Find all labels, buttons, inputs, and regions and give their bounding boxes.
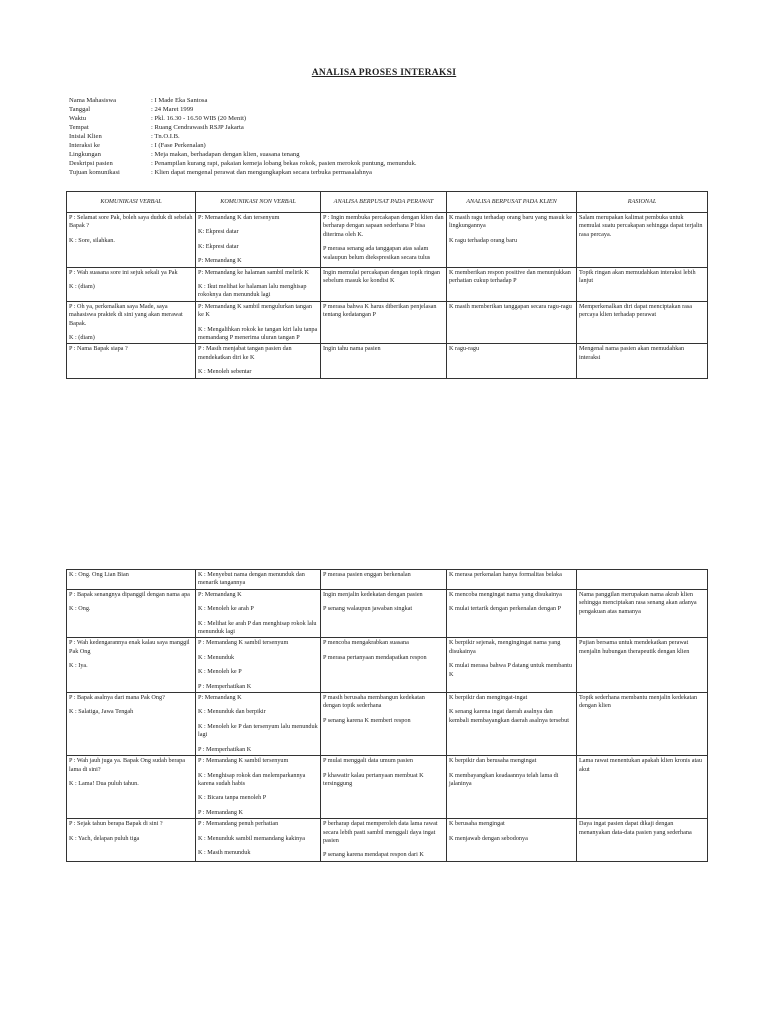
cell-verbal — [67, 344, 196, 378]
cell-text: K mulai merasa bahwa P datang untuk membantu K — [449, 662, 572, 678]
cell-text: K : Sore, silahkan. — [69, 236, 115, 244]
column-header: KOMUNIKASI NON VERBAL — [196, 192, 321, 213]
document-title: ANALISA PROSES INTERAKSI — [311, 68, 457, 78]
cell-text: P : Memandang K sambil tersenyum — [198, 639, 289, 647]
cell-text: P : Sejak tahun berapa Bapak di sini ? — [69, 820, 163, 828]
info-value: : Pkl. 16.30 - 16.50 WIB (20 Menit) — [151, 115, 247, 122]
cell-client-analysis — [447, 638, 577, 693]
interaction-table-1 — [66, 191, 708, 379]
cell-rationale — [577, 693, 708, 756]
cell-nurse-analysis — [321, 213, 447, 268]
cell-text: P : Bapak asalnya dari mana Pak Ong? — [69, 694, 165, 702]
info-label: Deskripsi pasien — [69, 160, 113, 167]
column-header: ANALISA BERPUSAT PADA PERAWAT — [321, 192, 447, 213]
cell-nurse-analysis — [321, 301, 447, 344]
cell-text: P merasa bahwa K harus diberikan penjelasan tentang kedatangan P — [323, 302, 437, 319]
cell-non-verbal — [196, 570, 321, 590]
cell-text: K : Salatiga, Jawa Tengah — [69, 708, 134, 716]
cell-text: K berpikir sejenak, mengingingat nama yang disukainya — [449, 639, 561, 655]
cell-text: K: Ekpresi datar — [198, 242, 239, 250]
cell-verbal — [67, 693, 196, 756]
info-value: : Penampilan kurang rapi, pakaian kemeja lobang bekas rokok, pasien merokok puntung, menunduk. — [151, 160, 417, 167]
cell-text: K : Ong. — [69, 605, 91, 613]
table-row — [67, 638, 708, 693]
cell-text: Memperkenalkan diri dapat menciptakan rasa percaya klien terhadap perawat — [579, 302, 693, 319]
cell-text: K : Masih menunduk — [198, 848, 251, 856]
cell-client-analysis — [447, 570, 577, 590]
table-row — [67, 589, 708, 638]
cell-client-analysis — [447, 267, 577, 301]
cell-client-analysis — [447, 344, 577, 378]
cell-text: P: Memandang K — [198, 694, 242, 702]
cell-nurse-analysis — [321, 267, 447, 301]
cell-verbal — [67, 819, 196, 862]
cell-nurse-analysis — [321, 570, 447, 590]
info-row — [69, 159, 709, 168]
cell-rationale — [577, 756, 708, 819]
cell-text: P : Bapak senangnya dipanggil dengan nama apa — [69, 590, 190, 598]
cell-text: P senang karena K memberi respon — [323, 716, 411, 724]
table-row — [67, 570, 708, 590]
cell-non-verbal — [196, 638, 321, 693]
cell-text: P berharap dapat memperoleh data lama rawat secara lebih pasti sambil menggali daya ingat pasien — [323, 820, 438, 844]
cell-text: K : Melihat ke arah P dan menghisap rokok lalu menunduk lagi — [198, 619, 317, 636]
cell-client-analysis — [447, 589, 577, 638]
interaction-table-2 — [66, 569, 708, 862]
cell-text: P : Ingin membuka percakapan dengan klien dan berharap dengan sapaan sederhana P bisa diterima oleh K. — [323, 214, 444, 238]
cell-text: P: Memandang K — [198, 590, 242, 598]
cell-text: K: Ekpresi datar — [198, 228, 239, 236]
cell-text: P : Nama Bapak siapa ? — [69, 345, 128, 353]
info-row — [69, 141, 709, 150]
cell-text: P : Wah jauh juga ya. Bapak Ong sudah berapa lama di sini? — [69, 757, 186, 773]
cell-text: K : Menunduk — [198, 653, 235, 661]
cell-verbal — [67, 638, 196, 693]
table-row — [67, 819, 708, 862]
column-header: KOMUNIKASI VERBAL — [67, 192, 196, 213]
cell-text: P senang karena mendapat respon dari K — [323, 851, 424, 859]
table-row — [67, 267, 708, 301]
cell-text: P merasa pertanyaan mendapatkan respon — [323, 653, 427, 661]
info-row — [69, 105, 709, 114]
info-label: Waktu — [69, 115, 87, 122]
cell-text: P : Selamat sore Pak, boleh saya duduk di sebelah Bapak ? — [69, 214, 193, 230]
cell-text: P: Memandang K dan tersenyum — [198, 214, 280, 221]
cell-rationale — [577, 570, 708, 590]
cell-client-analysis — [447, 301, 577, 344]
cell-text: Ingin menjalin kedekatan dengan pasien — [323, 590, 423, 598]
cell-text: Topik ringan akan memudahkan interaksi lebih lanjut — [579, 268, 696, 285]
cell-text: K : Menunduk dan berpikir — [198, 708, 266, 716]
cell-text: Nama panggilan merupakan nama akrab klien sehingga menciptakan rasa senang akan adanya pengakuan atas namanya — [579, 590, 697, 615]
cell-non-verbal — [196, 301, 321, 344]
cell-text: K : Lama! Dua puluh tahun. — [69, 779, 139, 787]
cell-text: P: Memandang K sambil mengulurkan tangan ke K — [198, 302, 312, 319]
cell-text: K : Menoleh ke P — [198, 668, 242, 676]
table-row — [67, 693, 708, 756]
cell-nurse-analysis — [321, 638, 447, 693]
cell-non-verbal — [196, 693, 321, 756]
cell-text: P : Masih menjabat tangan pasien dan mendekatkan diri ke K — [198, 345, 292, 361]
cell-text: Topik sederhana membantu menjalin kedekatan dengan klien — [579, 694, 698, 710]
cell-text: P : Wah kedengarannya enak kalau saya manggil Pak Ong — [69, 639, 190, 655]
cell-nurse-analysis — [321, 589, 447, 638]
cell-text: K menjawab dengan sebodonya — [449, 834, 528, 842]
cell-non-verbal — [196, 756, 321, 819]
info-label: Tujuan komunikasi — [69, 169, 120, 176]
cell-rationale — [577, 344, 708, 378]
cell-text: P merasa senang ada tanggapan atas salam walaupun belum diekspresikan secara tulus — [323, 245, 431, 261]
cell-verbal — [67, 570, 196, 590]
cell-non-verbal — [196, 267, 321, 301]
info-value: : Klien dapat mengenal perawat dan mengungkapkan secara terbuka permasalahnya — [151, 169, 372, 176]
cell-verbal — [67, 589, 196, 638]
cell-text: P : Oh ya, perkenalkan saya Made, saya mahasiswa praktek di sini yang akan merawat Bapak. — [69, 302, 183, 327]
info-label: Interaksi ke — [69, 142, 100, 149]
cell-client-analysis — [447, 693, 577, 756]
cell-text: K mencoba mengingat nama yang disukainya — [449, 590, 562, 598]
cell-text: K berpikir dan berusaha mengingat — [449, 757, 537, 765]
cell-verbal — [67, 267, 196, 301]
cell-text: K : Ong. Ong Lian Bian — [69, 571, 129, 578]
info-value: : I (Fase Perkenalan) — [151, 142, 206, 149]
cell-text: K : Yach, delapan puluh tiga — [69, 834, 140, 842]
info-row — [69, 168, 709, 177]
cell-text: K membayangkan keadaannya telah lama di jalaninya — [449, 771, 559, 787]
info-row — [69, 114, 709, 123]
cell-text: K berusaha mengingat — [449, 820, 505, 828]
cell-text: K : Bicara tanpa menoleh P — [198, 794, 267, 802]
cell-verbal — [67, 756, 196, 819]
cell-text: K ragu terhadap orang baru — [449, 236, 518, 244]
cell-text: P : Wah suasana sore ini sejuk sekali ya Pak — [69, 268, 178, 276]
cell-text: K : Menoleh ke P dan tersenyum lalu menunduk lagi — [198, 722, 318, 739]
cell-text: K : (diam) — [69, 283, 95, 291]
info-label: Inisial Klien — [69, 133, 102, 140]
table-row — [67, 756, 708, 819]
cell-text: K : Menoleh ke arah P — [198, 605, 254, 613]
cell-text: P merasa pasien enggan berkenalan — [323, 571, 411, 578]
info-label: Lingkungan — [69, 151, 101, 158]
cell-rationale — [577, 213, 708, 268]
cell-text: P mencoba mengakrabkan suasana — [323, 639, 409, 647]
cell-rationale — [577, 638, 708, 693]
cell-text: K senang karena ingat daerah asalnya dan kembali membayangkan daerah asalnya tersebut — [449, 708, 569, 724]
cell-text: K ragu-ragu — [449, 345, 480, 353]
cell-text: K : Ikut melihat ke halaman lalu menghisap rokoknya dan menunduk lagi — [198, 283, 307, 299]
info-value: : Tn.O.I.B. — [151, 133, 180, 140]
cell-text: K berpikir dan mengingat-ingat — [449, 694, 528, 702]
info-row — [69, 150, 709, 159]
interaction-info — [69, 96, 709, 177]
info-value: : I Made Eka Santosa — [151, 97, 208, 104]
cell-text: P senang walaupun jawaban singkat — [323, 605, 413, 613]
cell-nurse-analysis — [321, 819, 447, 862]
cell-client-analysis — [447, 819, 577, 862]
cell-rationale — [577, 589, 708, 638]
cell-verbal — [67, 213, 196, 268]
info-value: : Meja makan, berhadapan dengan klien, suasana tenang — [151, 151, 300, 158]
cell-rationale — [577, 301, 708, 344]
cell-text: Mengenal nama pasien akan memudahkan interaksi — [579, 345, 685, 361]
table-row — [67, 213, 708, 268]
cell-client-analysis — [447, 756, 577, 819]
cell-text: K : Mengalihkan rokok ke tangan kiri lalu tanpa memandang P menerima uluran tangan P — [198, 325, 318, 342]
cell-text: P masih berusaha membangun kedekatan dengan topik sederhana — [323, 694, 425, 710]
cell-non-verbal — [196, 344, 321, 378]
info-label: Tempat — [69, 124, 89, 131]
cell-text: K mulai tertarik dengan perkenalan dengan P — [449, 605, 562, 613]
cell-text: P : Memandang K sambil tersenyum — [198, 757, 289, 765]
info-label: Nama Mahasiswa — [69, 97, 117, 104]
cell-text: Salam merupakan kalimat pembuka untuk memulai suatu percakapan sehingga dapat terjalin rasa percaya. — [579, 214, 703, 238]
cell-text: K : Menoleh sebentar — [198, 368, 252, 376]
cell-non-verbal — [196, 819, 321, 862]
cell-text: K : (diam) — [69, 334, 95, 342]
cell-non-verbal — [196, 213, 321, 268]
cell-text: K masih memberikan tanggapan secara ragu-ragu — [449, 302, 572, 310]
cell-text: P mulai menggali data umum pasien — [323, 757, 413, 765]
cell-text: Daya ingat pasien dapat dikaji dengan menanyakan data-data pasien yang sederhana — [579, 820, 692, 836]
info-row — [69, 132, 709, 141]
cell-nurse-analysis — [321, 756, 447, 819]
info-value: : Ruang Cendrawasih RSJP Jakarta — [151, 124, 244, 131]
cell-rationale — [577, 267, 708, 301]
info-row — [69, 96, 709, 105]
table-header-row — [67, 192, 708, 213]
cell-text: K memberikan respon positive dan menunjukkan perhatian cukup terhadap P — [449, 268, 571, 285]
cell-text: K masih ragu terhadap orang baru yang masuk ke lingkungannya — [449, 214, 573, 230]
cell-text: K : Menyebut nama dengan menunduk dan menarik tangannya — [198, 571, 305, 587]
cell-text: Pujian bersama untuk mendekatkan perawat menjalin hubungan therapeutik dengan klien — [579, 639, 690, 655]
info-row — [69, 123, 709, 132]
column-header: RASIONAL — [577, 192, 708, 213]
cell-text: P : Memandang K — [198, 808, 243, 816]
cell-text: K merasa perkenalan hanya formalitas belaka — [449, 571, 562, 578]
cell-text: P khawatir kalau pertanyaan membuat K tersinggung — [323, 771, 424, 787]
column-header: ANALISA BERPUSAT PADA KLIEN — [447, 192, 577, 213]
cell-rationale — [577, 819, 708, 862]
cell-verbal — [67, 301, 196, 344]
cell-text: P : Memandang penuh perhatian — [198, 820, 279, 828]
cell-text: K : Menghisap rokok dan melemparkannya karena sudah habis — [198, 771, 306, 787]
cell-text: P: Memandang ke halaman sambil melirik K — [198, 268, 310, 276]
cell-text: Ingin tahu nama pasien — [323, 345, 381, 353]
cell-non-verbal — [196, 589, 321, 638]
cell-text: Ingin memulai percakapan dengan topik ringan sebelum masuk ke kondisi K — [323, 268, 441, 285]
cell-text: P : Memperhatikan K — [198, 745, 252, 753]
info-value: : 24 Maret 1999 — [151, 106, 194, 113]
cell-client-analysis — [447, 213, 577, 268]
info-label: Tanggal — [69, 106, 91, 113]
table-row — [67, 344, 708, 378]
cell-text: Lama rawat menentukan apakah klien kronis atau akut — [579, 757, 703, 773]
cell-text: K : Menunduk sambil memandang kakinya — [198, 834, 306, 842]
cell-text: P : Memperhatikan K — [198, 682, 252, 690]
table-row — [67, 301, 708, 344]
cell-nurse-analysis — [321, 693, 447, 756]
cell-nurse-analysis — [321, 344, 447, 378]
cell-text: P: Memandang K — [198, 257, 242, 265]
cell-text: K : Iya. — [69, 662, 88, 670]
